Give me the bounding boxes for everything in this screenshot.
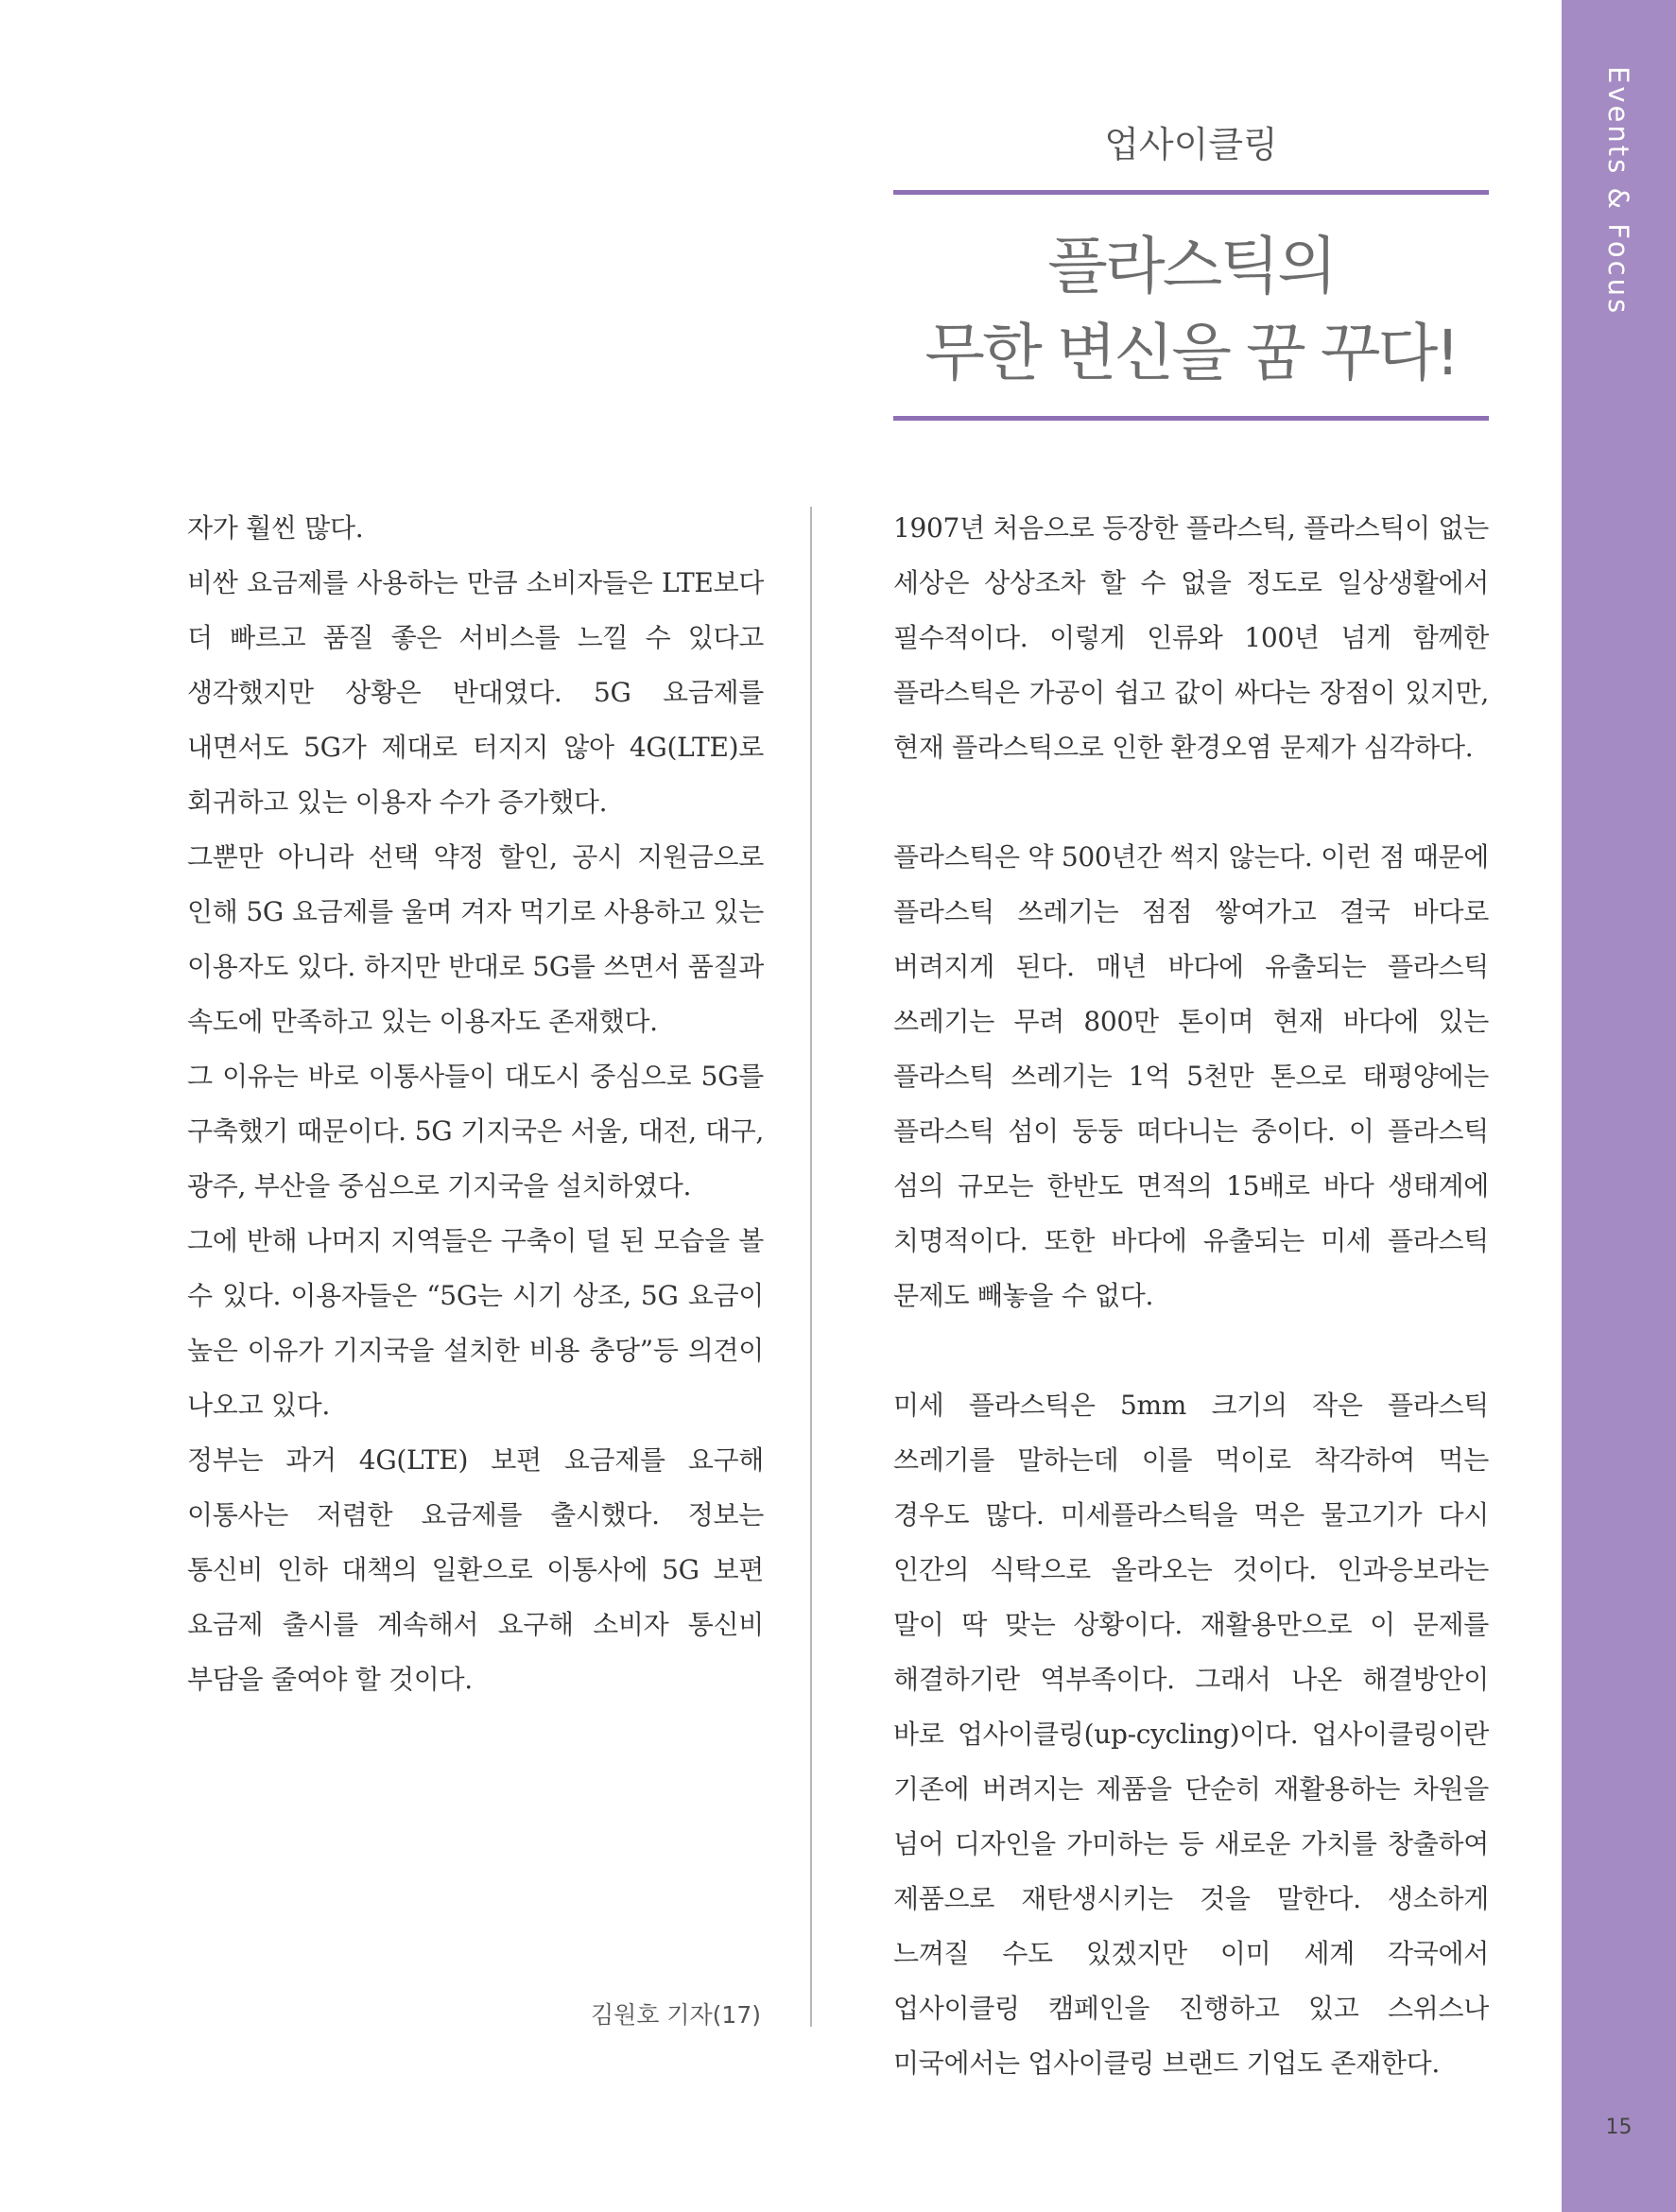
headline-line-1: 플라스틱의 xyxy=(1047,230,1335,302)
headline-top-rule xyxy=(893,190,1489,195)
right-paragraph-1: 1907년 처음으로 등장한 플라스틱, 플라스틱이 없는 세상은 상상조차 할 수 없을 정도로 일상생활에서 필수적이다. 이렇게 인류와 100년 넘게 함께한 플라스틱은 가공이 쉽고 값이 싸다는 장점이 있지만, 현재 플라스틱으로 인한 환경오염 문제가 심각하다. xyxy=(893,512,1489,763)
section-label: Events & Focus xyxy=(1602,66,1634,317)
right-paragraph-3: 미세 플라스틱은 5mm 크기의 작은 플라스틱 쓰레기를 말하는데 이를 먹이로 착각하여 먹는 경우도 많다. 미세플라스틱을 먹은 물고기가 다시 인간의 식탁으로 올라오는 것이다. 인과응보라는 말이 딱 맞는 상황이다. 재활용만으로 이 문제를 해결하기란 역부족이다. 그래서 나온 해결방안이 바로 업사이클링(up-cycling)이다. 업사이클링이란 기존에 버려지는 제품을 단순히 재활용하는 차원을 넘어 디자인을 가미하는 등 새로운 가치를 창출하여 제품으로 재탄생시키는 것을 말한다. 생소하게 느껴질 수도 있겠지만 이미 세계 각국에서 업사이클링 캠페인을 진행하고 있고 스위스나 미국에서는 업사이클링 브랜드 기업도 존재한다. xyxy=(893,1390,1489,2079)
left-paragraph-2: 비싼 요금제를 사용하는 만큼 소비자들은 LTE보다 더 빠르고 품질 좋은 서비스를 느낄 수 있다고 생각했지만 상황은 반대였다. 5G 요금제를 내면서도 5G가 제대로 터지지 않아 4G(LTE)로 회귀하고 있는 이용자 수가 증가했다. xyxy=(187,567,764,818)
section-sidebar xyxy=(1562,0,1676,2212)
right-column xyxy=(893,501,1489,2091)
page-number: 15 xyxy=(1605,2116,1633,2139)
headline-bottom-rule xyxy=(893,416,1489,421)
left-paragraph-1: 자가 훨씬 많다. xyxy=(187,512,364,544)
right-paragraph-2: 플라스틱은 약 500년간 썩지 않는다. 이런 점 때문에 플라스틱 쓰레기는 점점 쌓여가고 결국 바다로 버려지게 된다. 매년 바다에 유출되는 플라스틱 쓰레기는 무려 800만 톤이며 현재 바다에 있는 플라스틱 쓰레기는 1억 5천만 톤으로 태평양에는 플라스틱 섬이 둥둥 떠다니는 중이다. 이 플라스틱 섬의 규모는 한반도 면적의 15배로 바다 생태계에 치명적이다. 또한 바다에 유출되는 미세 플라스틱 문제도 빼놓을 수 없다. xyxy=(893,841,1489,1311)
author-byline: 김원호 기자(17) xyxy=(590,2001,761,2029)
left-column xyxy=(187,501,764,1707)
left-paragraph-3: 그뿐만 아니라 선택 약정 할인, 공시 지원금으로 인해 5G 요금제를 울며 겨자 먹기로 사용하고 있는 이용자도 있다. 하지만 반대로 5G를 쓰면서 품질과 속도에 만족하고 있는 이용자도 존재했다. xyxy=(187,841,764,1037)
left-paragraph-6: 정부는 과거 4G(LTE) 보편 요금제를 요구해 이통사는 저렴한 요금제를 출시했다. 정보는 통신비 인하 대책의 일환으로 이통사에 5G 보편 요금제 출시를 계속해서 요구해 소비자 통신비 부담을 줄여야 할 것이다. xyxy=(187,1444,764,1695)
column-divider xyxy=(810,507,812,2027)
headline-line-2: 무한 변신을 꿈 꾸다! xyxy=(924,317,1458,389)
left-paragraph-5: 그에 반해 나머지 지역들은 구축이 덜 된 모습을 볼 수 있다. 이용자들은 “5G는 시기 상조, 5G 요금이 높은 이유가 기지국을 설치한 비용 충당”등 의견이 나오고 있다. xyxy=(187,1225,764,1421)
article-headline xyxy=(893,223,1489,397)
left-paragraph-4: 그 이유는 바로 이통사들이 대도시 중심으로 5G를 구축했기 때문이다. 5G 기지국은 서울, 대전, 대구, 광주, 부산을 중심으로 기지국을 설치하였다. xyxy=(187,1061,764,1201)
article-kicker: 업사이클링 xyxy=(1104,124,1278,165)
